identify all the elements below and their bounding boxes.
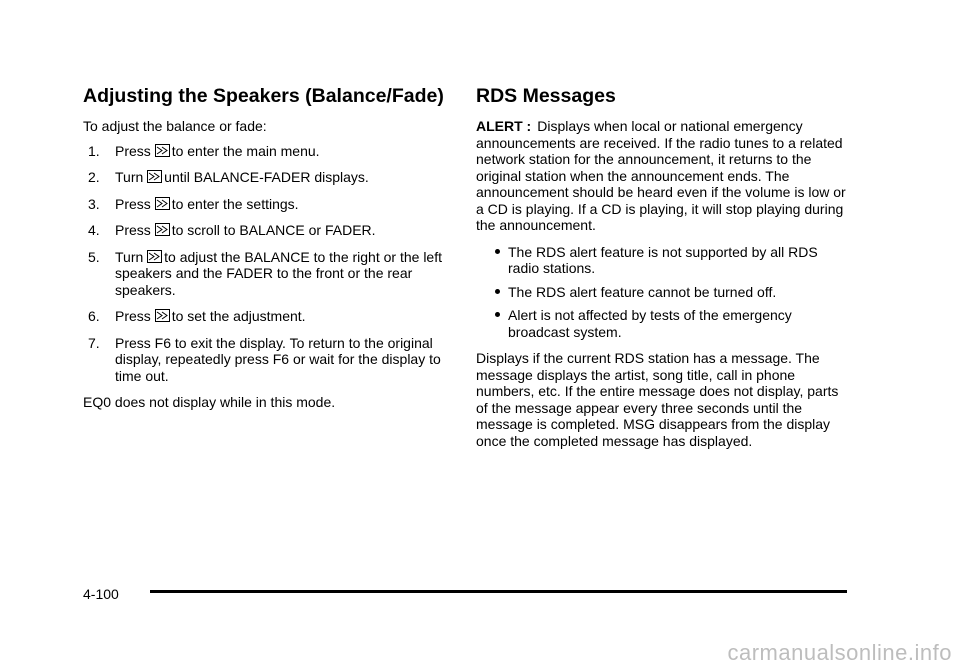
intro-text: To adjust the balance or fade: [83, 118, 267, 134]
section-heading-balance-fade: Adjusting the Speakers (Balance/Fade) [83, 85, 444, 107]
tune-knob-icon [155, 309, 170, 322]
tune-knob-icon [147, 170, 162, 183]
steps-list [83, 143, 453, 385]
list-item: The RDS alert feature is not supported by all RDS radio stations. [476, 244, 848, 277]
step-item: 7. Press F6 to exit the display. To return to the original display, repeatedly press F6 or wait for the display to time out. [88, 334, 441, 384]
right-column [476, 84, 848, 449]
message-paragraph: Displays if the current RDS station has a message. The message displays the artist, song title, call in phone numbers, etc. If the entire message does not display, parts of the message appear every three seconds until the message is completed. MSG disappears from the display once the completed message has displayed. [476, 350, 839, 449]
section-heading-rds-messages: RDS Messages [476, 85, 616, 107]
left-column [83, 84, 453, 411]
footer-divider [150, 590, 847, 593]
tune-knob-icon [155, 223, 170, 236]
alert-paragraph [476, 118, 848, 234]
alert-bullet-list [476, 244, 848, 341]
step-item: 3. Press to enter the settings. [88, 195, 299, 212]
alert-text: Displays when local or national emergency announcements are received. If the radio tunes to a related network station for the announcement, it returns to the original station when the announcement ends. The announcement should be heard even if the volume is low or a CD is playing. If a CD is playing, it will stop playing during the announcement. [476, 118, 846, 233]
tune-knob-icon [155, 197, 170, 210]
list-item: Alert is not affected by tests of the emergency broadcast system. [476, 307, 848, 340]
step-item: 5. Turn to adjust the BALANCE to the right or the left speakers and the FADER to the front or the rear speakers. [88, 248, 442, 298]
watermark-text: carmanualsonline.info [727, 640, 952, 665]
step-item: 4. Press to scroll to BALANCE or FADER. [88, 222, 376, 238]
tune-knob-icon [147, 250, 162, 263]
tune-knob-icon [155, 144, 170, 157]
closing-note: EQ0 does not display while in this mode. [83, 394, 336, 410]
alert-label: ALERT : [476, 118, 532, 134]
step-item: 1. Press to enter the main menu. [88, 142, 320, 159]
list-item: The RDS alert feature cannot be turned off. [476, 284, 848, 301]
step-item: 6. Press to set the adjustment. [88, 308, 306, 324]
step-item: 2. Turn until BALANCE-FADER displays. [88, 169, 369, 185]
page-number: 4-100 [83, 586, 119, 602]
